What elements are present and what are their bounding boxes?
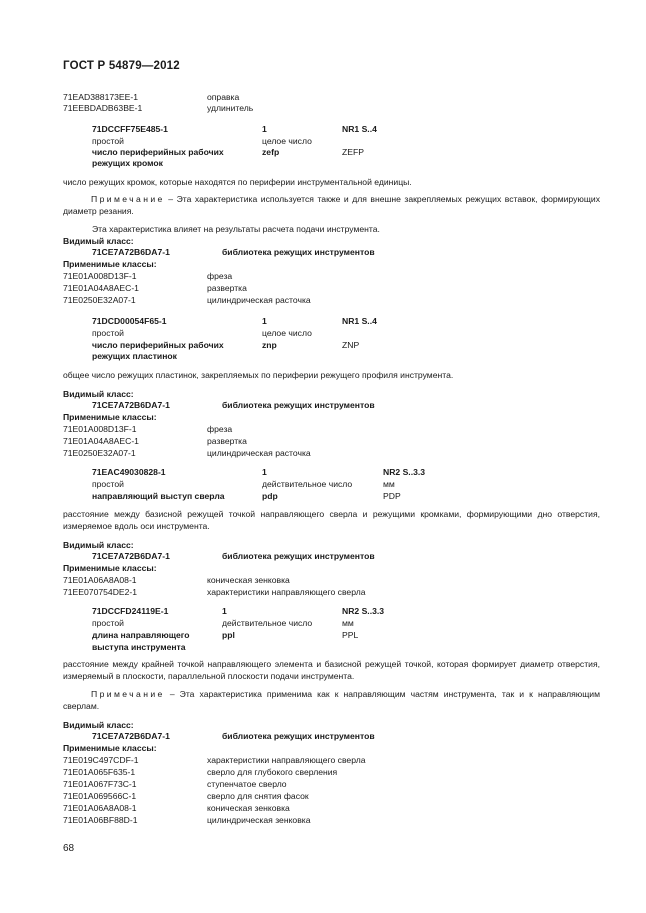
property-unit: мм <box>342 618 354 628</box>
class-code: 71E0250E32A07-1 <box>63 448 136 458</box>
applicable-classes-label: Применимые классы: <box>63 563 157 573</box>
visible-class-label: Видимый класс: <box>63 389 134 399</box>
class-name: оправка <box>207 92 240 102</box>
property-code: PDP <box>383 491 401 501</box>
property-code: ZNP <box>342 340 360 350</box>
note-paragraph: Примечание – Эта характеристика используется также и для внешне закрепляемых режущих вставок, формирующих диаметр резания. <box>63 194 600 216</box>
property-version: 1 <box>262 124 267 134</box>
visible-class-code: 71CE7A72B6DA7-1 <box>92 731 170 741</box>
class-name: сверло для глубокого сверления <box>207 767 338 777</box>
property-id: 71DCCFF75E485-1 <box>92 124 168 134</box>
property-remark: Эта характеристика влияет на результаты расчета подачи инструмента. <box>92 224 380 234</box>
property-version: 1 <box>262 316 267 326</box>
property-kind: простой <box>92 618 124 628</box>
page-number: 68 <box>63 843 75 854</box>
class-code: 71E01A008D13F-1 <box>63 424 137 434</box>
property-format: NR2 S..3.3 <box>383 467 426 477</box>
standard-header: ГОСТ Р 54879—2012 <box>63 60 180 72</box>
note-label: Примечание <box>91 689 165 699</box>
property-type: целое число <box>262 136 312 146</box>
class-name: цилиндрическая расточка <box>207 448 311 458</box>
property-definition: число режущих кромок, которые находятся по периферии инструментальной единицы. <box>63 177 412 187</box>
class-name: коническая зенковка <box>207 803 290 813</box>
property-symbol: ppl <box>222 630 235 640</box>
property-name: длина направляющего <box>92 630 190 640</box>
property-version: 1 <box>262 467 267 477</box>
visible-class-label: Видимый класс: <box>63 720 134 730</box>
class-name: цилиндрическая расточка <box>207 295 311 305</box>
property-unit: мм <box>383 479 395 489</box>
visible-class-code: 71CE7A72B6DA7-1 <box>92 551 170 561</box>
class-code: 71E01A008D13F-1 <box>63 271 137 281</box>
class-code: 71E01A065F635-1 <box>63 767 136 777</box>
applicable-classes-label: Применимые классы: <box>63 259 157 269</box>
property-definition: общее число режущих пластинок, закрепляемых по периферии режущего профиля инструмента. <box>63 370 454 380</box>
property-code: ZEFP <box>342 147 364 157</box>
property-format: NR2 S..3.3 <box>342 606 385 616</box>
property-id: 71EAC49030828-1 <box>92 467 166 477</box>
class-name: развертка <box>207 436 247 446</box>
property-id: 71DCD00054F65-1 <box>92 316 167 326</box>
class-code: 71EE070754DE2-1 <box>63 587 138 597</box>
property-name: число периферийных рабочих <box>92 340 224 350</box>
class-code: 71E01A06A8A08-1 <box>63 575 137 585</box>
class-code: 71E01A06A8A08-1 <box>63 803 137 813</box>
class-name: характеристики направляющего сверла <box>207 587 366 597</box>
property-format: NR1 S..4 <box>342 124 377 134</box>
property-symbol: zefp <box>262 147 280 157</box>
visible-class-label: Видимый класс: <box>63 540 134 550</box>
property-name-cont: режущих кромок <box>92 158 163 168</box>
property-type: целое число <box>262 328 312 338</box>
class-code: 71E01A04A8AEC-1 <box>63 436 139 446</box>
property-kind: простой <box>92 136 124 146</box>
property-type: действительное число <box>262 479 353 489</box>
property-symbol: znp <box>262 340 277 350</box>
class-code: 71E0250E32A07-1 <box>63 295 136 305</box>
note-label: Примечание <box>91 194 165 204</box>
note-paragraph: Примечание – Эта характеристика применима как к направляющим частям инструмента, так и к направляющим сверлам. <box>63 689 600 711</box>
property-format: NR1 S..4 <box>342 316 377 326</box>
property-symbol: pdp <box>262 491 278 501</box>
class-code: 71E01A04A8AEC-1 <box>63 283 139 293</box>
class-name: коническая зенковка <box>207 575 290 585</box>
visible-class-name: библиотека режущих инструментов <box>222 247 375 257</box>
class-code: 71E019C497CDF-1 <box>63 755 139 765</box>
visible-class-name: библиотека режущих инструментов <box>222 551 375 561</box>
property-name: направляющий выступ сверла <box>92 491 225 501</box>
class-name: фреза <box>207 271 233 281</box>
visible-class-code: 71CE7A72B6DA7-1 <box>92 247 170 257</box>
class-code: 71EAD388173EE-1 <box>63 92 139 102</box>
class-code: 71EEBDADB63BE-1 <box>63 103 143 113</box>
property-version: 1 <box>222 606 227 616</box>
property-name-cont: выступа инструмента <box>92 642 186 652</box>
class-name: характеристики направляющего сверла <box>207 755 366 765</box>
class-code: 71E01A069566C-1 <box>63 791 137 801</box>
property-definition: расстояние между базисной режущей точкой направляющего сверла и режущими кромками, формирующими дно отверстия, измеряемое вдоль оси инструмента. <box>63 509 600 531</box>
class-name: ступенчатое сверло <box>207 779 287 789</box>
property-kind: простой <box>92 328 124 338</box>
class-name: удлинитель <box>207 103 254 113</box>
visible-class-label: Видимый класс: <box>63 236 134 246</box>
visible-class-name: библиотека режущих инструментов <box>222 400 375 410</box>
property-type: действительное число <box>222 618 313 628</box>
class-name: сверло для снятия фасок <box>207 791 309 801</box>
class-code: 71E01A067F73C-1 <box>63 779 137 789</box>
property-id: 71DCCFD24119E-1 <box>92 606 169 616</box>
class-code: 71E01A06BF88D-1 <box>63 815 138 825</box>
class-name: развертка <box>207 283 247 293</box>
class-name: фреза <box>207 424 233 434</box>
applicable-classes-label: Применимые классы: <box>63 743 157 753</box>
property-code: PPL <box>342 630 359 640</box>
visible-class-code: 71CE7A72B6DA7-1 <box>92 400 170 410</box>
visible-class-name: библиотека режущих инструментов <box>222 731 375 741</box>
property-kind: простой <box>92 479 124 489</box>
class-name: цилиндрическая зенковка <box>207 815 311 825</box>
property-definition: расстояние между крайней точкой направляющего элемента и базисной режущей точкой, которая формирует диаметр отверстия, измеряемый в плоскости, параллельной плоскости подачи инструмента. <box>63 659 600 681</box>
property-name-cont: режущих пластинок <box>92 351 177 361</box>
applicable-classes-label: Применимые классы: <box>63 412 157 422</box>
property-name: число периферийных рабочих <box>92 147 224 157</box>
